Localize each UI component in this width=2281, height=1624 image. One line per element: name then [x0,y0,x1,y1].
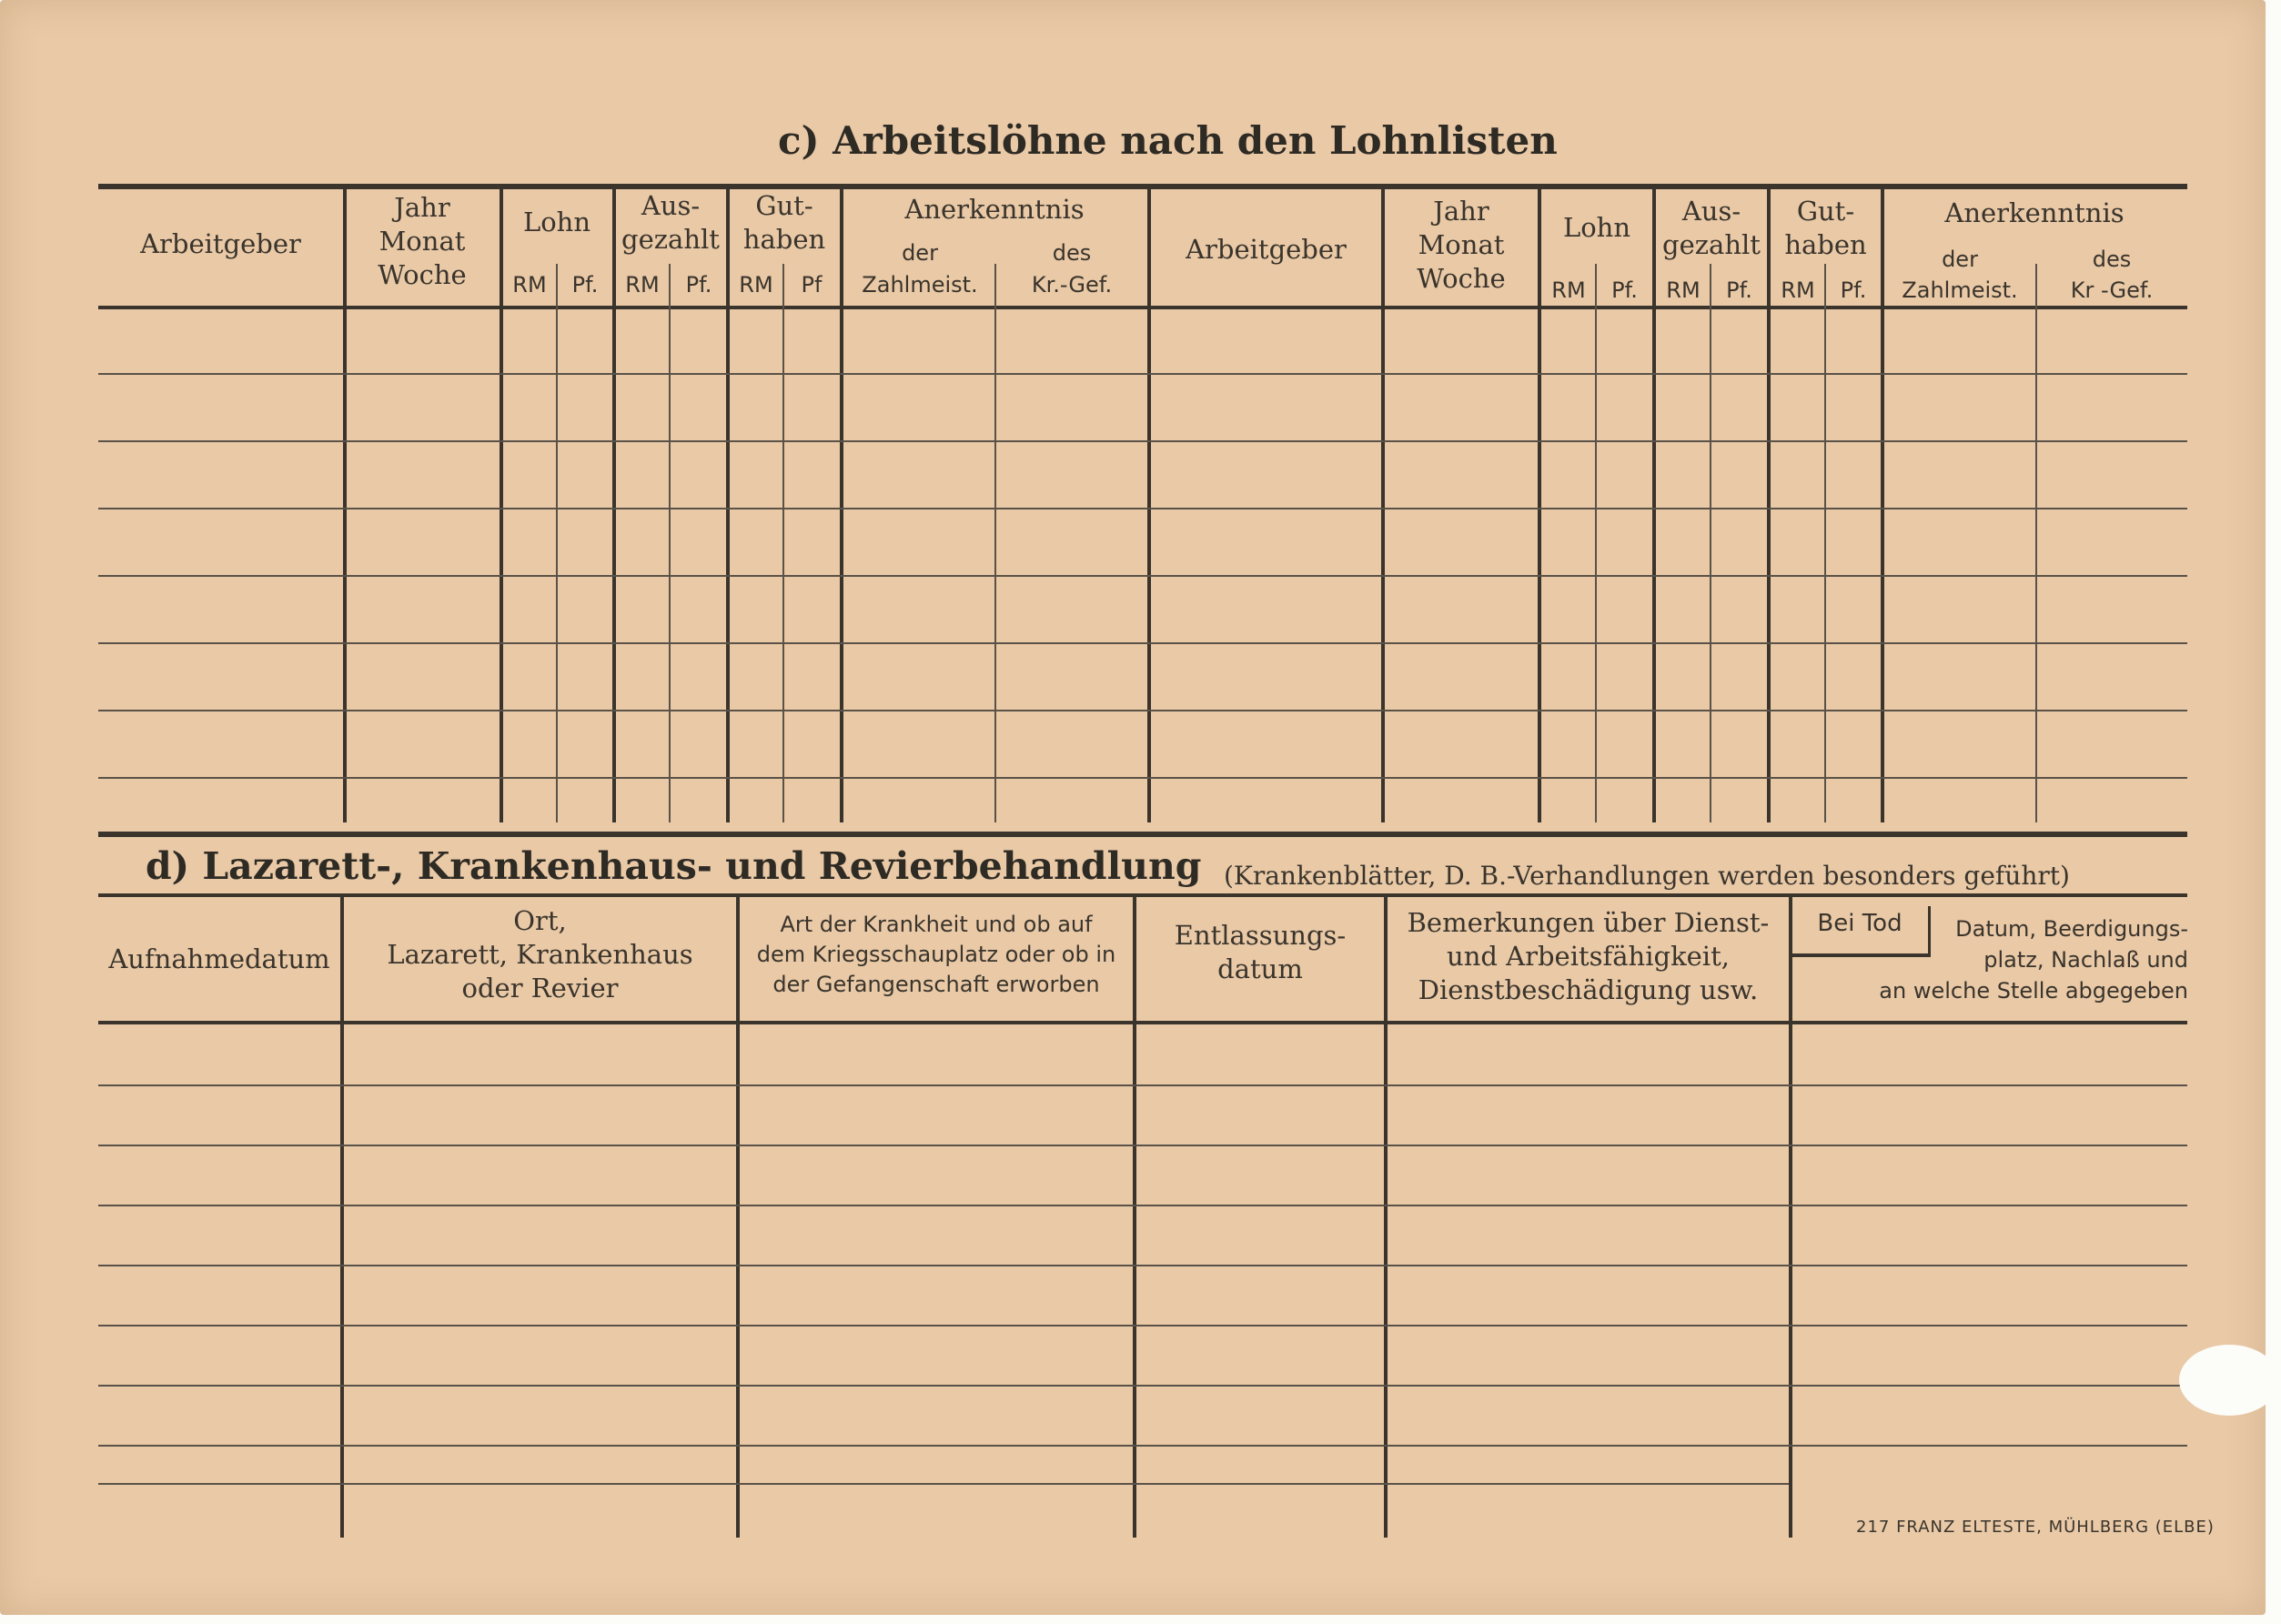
header-der-left: der [902,240,938,266]
section-d-note: (Krankenblätter, D. B.-Verhandlungen werden besonders geführt) [1224,861,2070,891]
header-rm-lohn-left: RM [512,272,547,298]
header-pf-aus-right: Pf. [1726,277,1752,303]
section-c-top-rule [98,184,2187,189]
header-jahr-left: Jahr Monat Woche [378,192,467,290]
header-rm-aus-left: RM [625,272,660,298]
header-arbeitgeber-right: Arbeitgeber [1186,234,1347,265]
header-ort: Ort, Lazarett, Krankenhaus oder Revier [387,905,693,1004]
section-d-header-rule [98,1021,2187,1024]
section-d-title: d) Lazarett-, Krankenhaus- und Revierbehandlung [146,844,1202,888]
header-anerkenntnis-right: Anerkenntnis [1944,197,2125,228]
header-datum: Datum, Beerdigungs- platz, Nachlaß und an welche Stelle abgegeben [1879,916,2188,1004]
header-des-left: des [1052,240,1092,266]
header-der-right: der [1942,247,1978,272]
header-entlassung: Entlassungs- datum [1174,920,1347,984]
header-krgef-right: Kr -Gef. [2070,277,2154,303]
header-zahlmeist-right: Zahlmeist. [1902,277,2018,303]
header-krgef-left: Kr.-Gef. [1031,272,1113,298]
header-guthaben-right: Gut- haben [1784,196,1867,260]
header-rm-gut-left: RM [739,272,773,298]
section-d-top-rule [98,832,2187,837]
header-aufnahmedatum: Aufnahmedatum [108,943,330,974]
header-pf-lohn-left: Pf. [571,272,599,298]
header-rm-aus-right: RM [1666,277,1701,303]
header-pf-aus-left: Pf. [685,272,712,298]
header-jahr-right: Jahr Monat Woche [1417,196,1506,294]
header-arbeitgeber-left: Arbeitgeber [140,228,301,259]
header-bemerkungen: Bemerkungen über Dienst- und Arbeitsfähigkeit, Dienstbeschädigung usw. [1407,907,1770,1005]
header-pf-lohn-right: Pf. [1611,277,1638,303]
header-ausgezahlt-right: Aus- gezahlt [1662,196,1761,260]
header-rm-lohn-right: RM [1551,277,1586,303]
printer-imprint: 217 FRANZ ELTESTE, MÜHLBERG (ELBE) [1856,1518,2215,1537]
header-lohn-left: Lohn [522,207,591,237]
header-zahlmeist-left: Zahlmeist. [862,272,978,298]
header-rm-gut-right: RM [1781,277,1815,303]
header-pf-gut-right: Pf. [1840,277,1867,303]
header-pf-gut-left: Pf [801,272,823,298]
header-anerkenntnis-left: Anerkenntnis [904,194,1085,225]
header-guthaben-left: Gut- haben [742,190,826,255]
header-ausgezahlt-left: Aus- gezahlt [621,190,720,255]
header-des-right: des [2092,247,2132,272]
header-krankheit: Art der Krankheit und ob auf dem Kriegsschauplatz oder ob in der Gefangenschaft erworben [756,912,1116,997]
section-c-header-rule [98,306,2187,309]
header-lohn-right: Lohn [1562,212,1631,243]
section-d-title-rule [98,893,2187,897]
header-beitod: Bei Tod [1817,910,1903,937]
section-c-title: c) Arbeitslöhne nach den Lohnlisten [778,118,1558,163]
punch-hole [2179,1345,2266,1416]
